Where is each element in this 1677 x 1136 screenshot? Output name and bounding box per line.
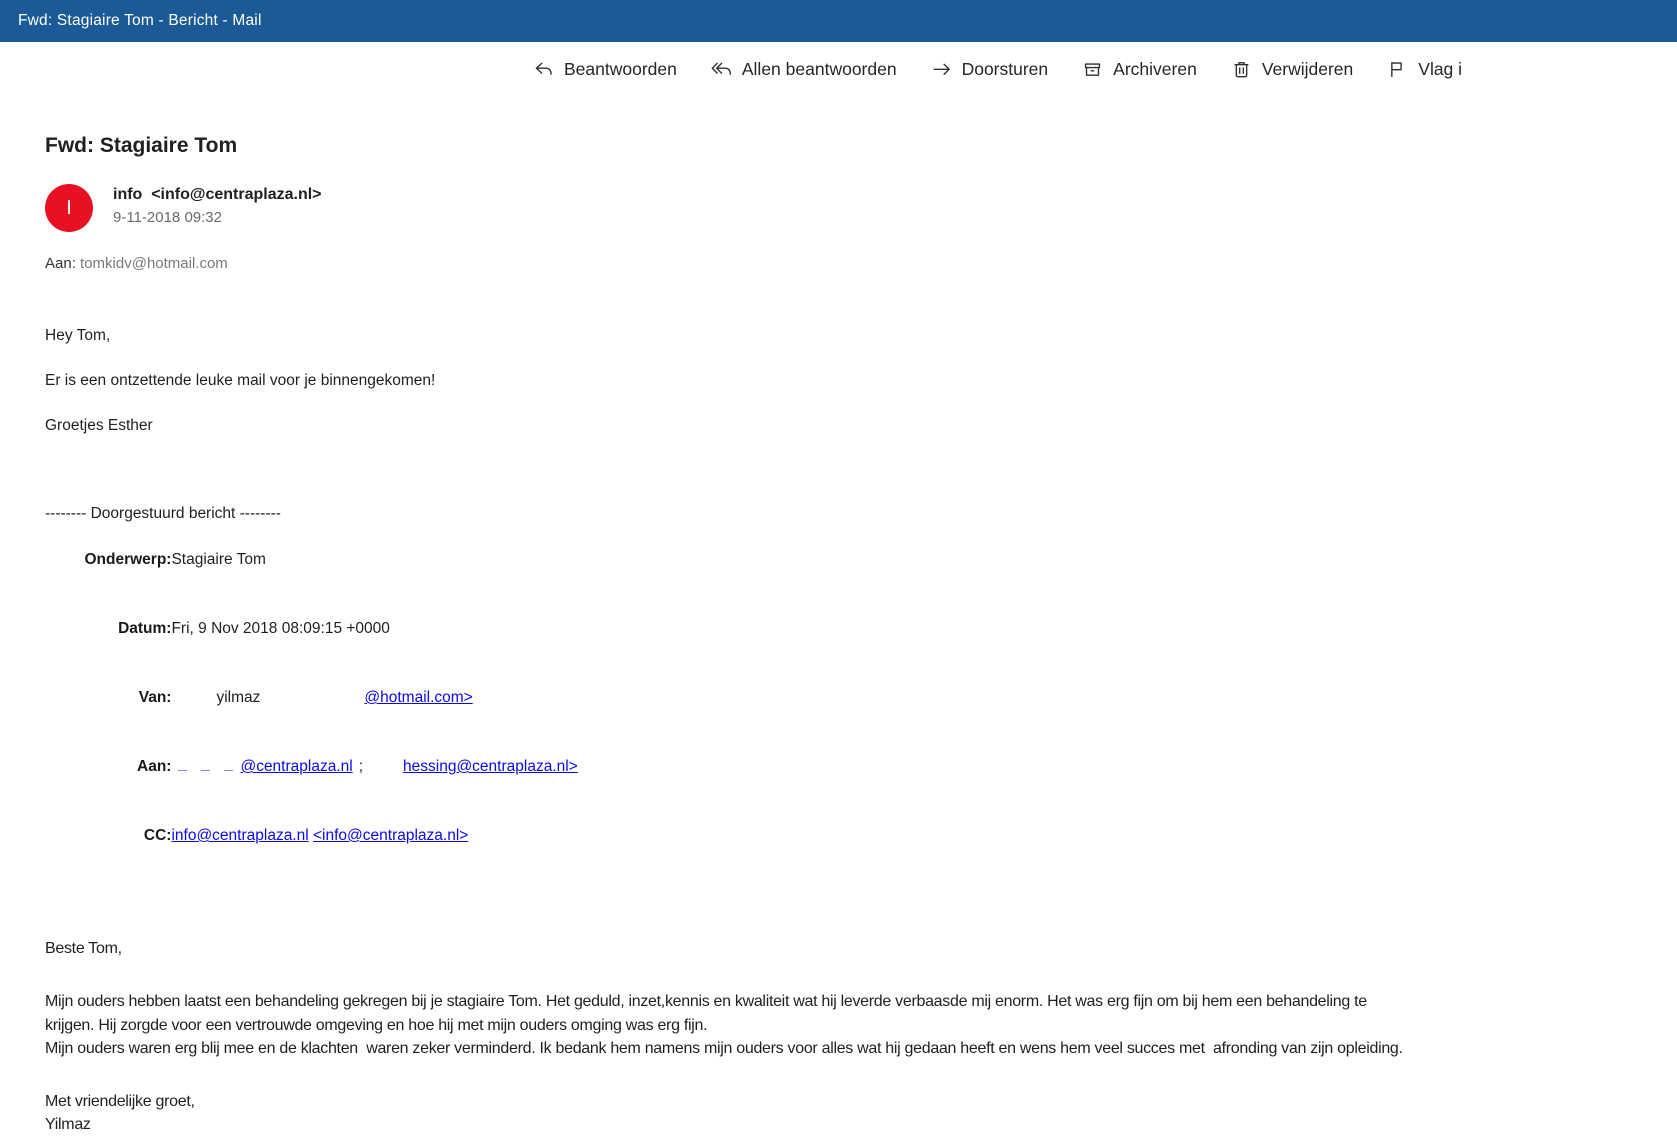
forward-icon [931,59,952,80]
flag-button[interactable] [1387,59,1462,80]
fwd-cc-label: CC: [143,827,172,844]
redacted-link-fragment [224,759,233,771]
to-address: tomkidv@hotmail.com [80,255,228,272]
fwd-to-separator: ; [358,758,364,775]
letter-salutation: Beste Tom, [45,940,122,957]
message-subject: Fwd: Stagiaire Tom [45,134,238,157]
forwarded-block [45,502,1677,870]
fwd-subject-value: Stagiaire Tom [171,551,266,568]
fwd-from-name: yilmaz [216,689,261,706]
archive-label: Archiveren [1113,59,1197,79]
delete-button[interactable] [1231,59,1353,80]
delete-icon [1231,59,1252,80]
intro-line: Er is een ontzettende leuke mail voor je binnengekomen! [45,372,436,389]
redacted-link-fragment [178,759,187,771]
fwd-subject-row [45,525,1677,594]
signoff-line: Groetjes Esther [45,417,153,434]
sender-name: info <info@centraplaza.nl> [113,186,322,203]
letter-line-1: Mijn ouders hebben laatst een behandeling gekregen bij je stagiaire Tom. Het geduld, inzet,kennis en kwaliteit wat hij leverde verbaasde mij enorm. Het was erg fijn om bij hem een behandeling te [45,993,1367,1010]
reply-all-label: Allen beantwoorden [741,59,897,79]
reply-label: Beantwoorden [564,59,677,79]
fwd-from-row [45,663,1677,732]
avatar-letter: I [66,196,72,219]
letter-paragraph [45,990,1677,1061]
fwd-to-label: Aan: [137,758,172,775]
reply-all-icon [711,59,732,80]
to-label: Aan: [45,255,81,272]
letter-closing: Met vriendelijke groet, [45,1092,195,1110]
letter-line-2: krijgen. Hij zorgde voor een vertrouwde omgeving en hoe hij met mijn ouders omging was erg fijn. [45,1016,708,1034]
letter-signature: Yilmaz [45,1115,91,1133]
window-title: Fwd: Stagiaire Tom - Bericht - Mail [18,12,262,29]
fwd-cc-row [45,801,1677,870]
fwd-date-row [45,594,1677,663]
letter-block [45,940,1677,1136]
archive-button[interactable] [1082,59,1197,80]
fwd-from-email-link[interactable]: @hotmail.com> [364,689,473,706]
reply-icon [533,59,554,80]
letter-closing-block [45,1090,1677,1136]
message-date: 9-11-2018 09:32 [113,209,222,226]
fwd-cc-email-link-1[interactable]: info@centraplaza.nl [171,827,309,844]
to-row [45,255,1677,272]
fwd-date-value: Fri, 9 Nov 2018 08:09:15 +0000 [171,620,390,637]
fwd-date-label: Datum: [118,620,172,637]
letter-line-3: Mijn ouders waren erg blij mee en de klachten waren zeker verminderd. Ik bedank hem namens mijn ouders voor alles wat hij gedaan heeft en wens hem veel succes met afronding van zijn opleiding. [45,1040,1403,1057]
forwarded-divider: -------- Doorgestuurd bericht -------- [45,505,281,522]
toolbar [0,42,1677,104]
redacted-link-fragment [201,759,210,771]
greeting-line: Hey Tom, [45,327,111,344]
flag-label: Vlag i [1418,59,1463,79]
sender-avatar [45,184,93,232]
window-titlebar [0,0,1677,42]
toolbar-items [533,59,1462,80]
flag-icon [1387,59,1408,80]
fwd-to-row [45,732,1677,801]
reply-all-button[interactable] [711,59,897,80]
fwd-to-email-link-1[interactable]: @centraplaza.nl [240,758,353,775]
sender-info [113,184,322,232]
fwd-subject-label: Onderwerp: [84,551,172,568]
fwd-from-label: Van: [138,689,172,706]
email-body [45,327,1677,1136]
fwd-to-email-link-2[interactable]: hessing@centraplaza.nl> [403,758,578,775]
reply-button[interactable] [533,59,677,80]
fwd-cc-email-link-2[interactable]: <info@centraplaza.nl> [313,827,469,844]
archive-icon [1082,59,1103,80]
forward-button[interactable] [931,59,1049,80]
sender-row [45,184,1677,232]
delete-label: Verwijderen [1261,59,1354,79]
forward-label: Doorsturen [961,59,1049,79]
